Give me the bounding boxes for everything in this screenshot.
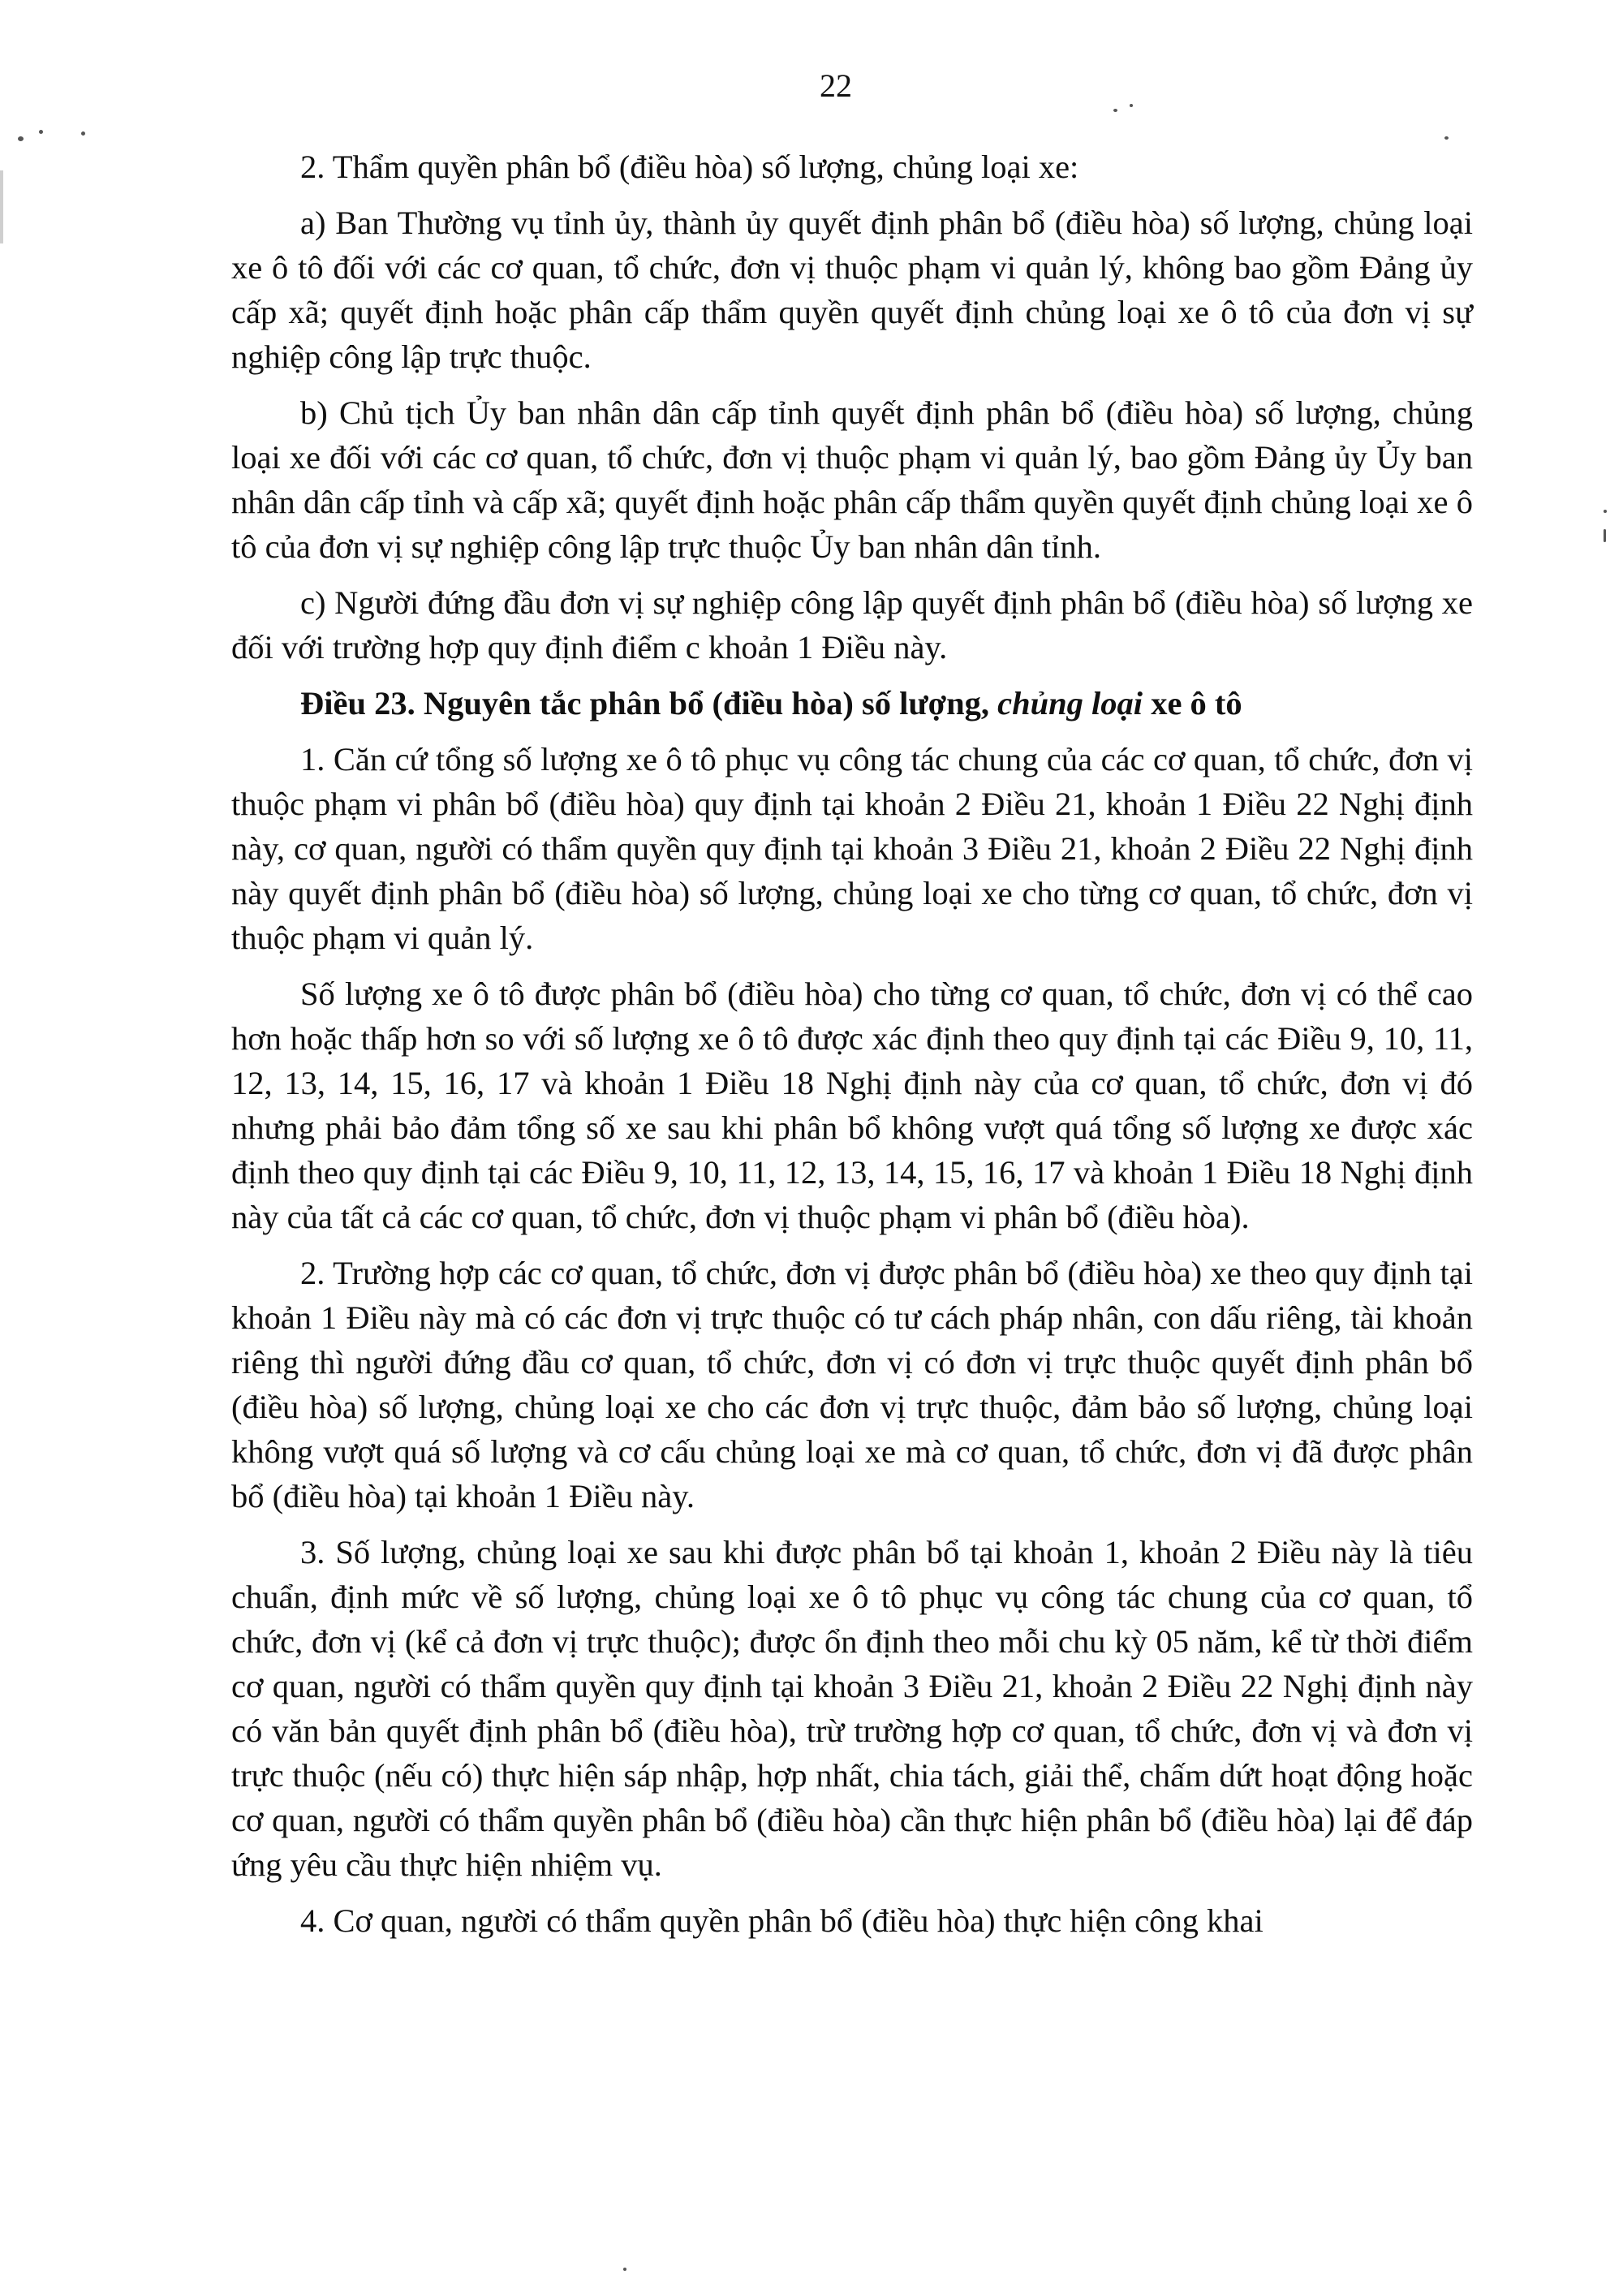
article-23-clause-1-detail: Số lượng xe ô tô được phân bổ (điều hòa) cho từng cơ quan, tổ chức, đơn vị có thể cao hơn hoặc thấp hơn so với số lượng xe ô tô được xác định theo quy định tại các Điều 9, 10, 11, 12, 13, 14, 15, 16, 17 và khoản 1 Điều 18 Nghị định này của cơ quan, tổ chức, đơn vị đó nhưng phải bảo đảm tổng số xe sau khi phân bổ không vượt quá tổng số lượng xe được xác định theo quy định tại các Điều 9, 10, 11, 12, 13, 14, 15, 16, 17 và khoản 1 Điều 18 Nghị định này của tất cả các cơ quan, tổ chức, đơn vị thuộc phạm vi phân bổ (điều hòa). bbox=[231, 976, 1473, 1235]
clause-2-title: 2. Thẩm quyền phân bổ (điều hòa) số lượng, chủng loại xe: bbox=[300, 149, 1079, 185]
article-23-heading-italic: chủng loại bbox=[997, 685, 1143, 722]
page-number: 22 bbox=[820, 67, 852, 104]
clause-2-point-c: c) Người đứng đầu đơn vị sự nghiệp công lập quyết định phân bổ (điều hòa) số lượng xe đối với trường hợp quy định điểm c khoản 1 Điều này. bbox=[231, 584, 1473, 666]
scan-speck bbox=[1604, 510, 1607, 513]
clause-2-point-b: b) Chủ tịch Ủy ban nhân dân cấp tỉnh quyết định phân bổ (điều hòa) số lượng, chủng loại xe đối với các cơ quan, tổ chức, đơn vị thuộc phạm vi quản lý, bao gồm Đảng ủy Ủy ban nhân dân cấp tỉnh và cấp xã; quyết định hoặc phân cấp thẩm quyền quyết định chủng loại xe ô tô của đơn vị sự nghiệp công lập trực thuộc Ủy ban nhân dân tỉnh. bbox=[231, 394, 1473, 565]
article-23-heading bbox=[231, 681, 1473, 726]
article-23-clause-4: 4. Cơ quan, người có thẩm quyền phân bổ (điều hòa) thực hiện công khai bbox=[300, 1902, 1264, 1939]
scan-speck bbox=[81, 131, 85, 136]
article-23-clause-3: 3. Số lượng, chủng loại xe sau khi được phân bổ tại khoản 1, khoản 2 Điều này là tiêu chuẩn, định mức về số lượng, chủng loại xe ô tô phục vụ công tác chung của cơ quan, tổ chức, đơn vị (kể cả đơn vị trực thuộc); được ổn định theo mỗi chu kỳ 05 năm, kể từ thời điểm cơ quan, người có thẩm quyền quy định tại khoản 3 Điều 21, khoản 2 Điều 22 Nghị định này có văn bản quyết định phân bổ (điều hòa), trừ trường hợp cơ quan, tổ chức, đơn vị và đơn vị trực thuộc (nếu có) thực hiện sáp nhập, hợp nhất, chia tách, giải thể, chấm dứt hoạt động hoặc cơ quan, người có thẩm quyền phân bổ (điều hòa) cần thực hiện phân bổ (điều hòa) lại để đáp ứng yêu cầu thực hiện nhiệm vụ. bbox=[231, 1534, 1473, 1883]
clause-2-point-a: a) Ban Thường vụ tỉnh ủy, thành ủy quyết định phân bổ (điều hòa) số lượng, chủng loại xe ô tô đối với các cơ quan, tổ chức, đơn vị thuộc phạm vi quản lý, không bao gồm Đảng ủy cấp xã; quyết định hoặc phân cấp thẩm quyền quyết định chủng loại xe ô tô của đơn vị sự nghiệp công lập trực thuộc. bbox=[231, 205, 1473, 375]
article-23-heading-suffix: xe ô tô bbox=[1143, 685, 1242, 722]
scan-speck bbox=[1113, 109, 1117, 112]
scan-speck bbox=[18, 136, 24, 141]
article-23-clause-1: 1. Căn cứ tổng số lượng xe ô tô phục vụ công tác chung của các cơ quan, tổ chức, đơn vị thuộc phạm vi phân bổ (điều hòa) quy định tại khoản 2 Điều 21, khoản 1 Điều 22 Nghị định này, cơ quan, người có thẩm quyền quy định tại khoản 3 Điều 21, khoản 2 Điều 22 Nghị định này quyết định phân bổ (điều hòa) số lượng, chủng loại xe cho từng cơ quan, tổ chức, đơn vị thuộc phạm vi quản lý. bbox=[231, 741, 1473, 956]
scan-speck bbox=[1444, 136, 1449, 140]
scan-edge-mark bbox=[0, 170, 3, 243]
scan-speck bbox=[39, 130, 43, 134]
article-23-heading-main: Điều 23. Nguyên tắc phân bổ (điều hòa) số lượng, bbox=[300, 685, 998, 722]
document-body bbox=[231, 144, 1473, 1954]
scan-speck bbox=[1604, 529, 1606, 542]
scan-speck bbox=[623, 2268, 626, 2271]
article-23-clause-2: 2. Trường hợp các cơ quan, tổ chức, đơn vị được phân bổ (điều hòa) xe theo quy định tại khoản 1 Điều này mà có các đơn vị trực thuộc có tư cách pháp nhân, con dấu riêng, tài khoản riêng thì người đứng đầu cơ quan, tổ chức, đơn vị có đơn vị trực thuộc quyết định phân bổ (điều hòa) số lượng, chủng loại xe cho các đơn vị trực thuộc, đảm bảo số lượng, chủng loại không vượt quá số lượng và cơ cấu chủng loại xe mà cơ quan, tổ chức, đơn vị đã được phân bổ (điều hòa) tại khoản 1 Điều này. bbox=[231, 1255, 1473, 1514]
